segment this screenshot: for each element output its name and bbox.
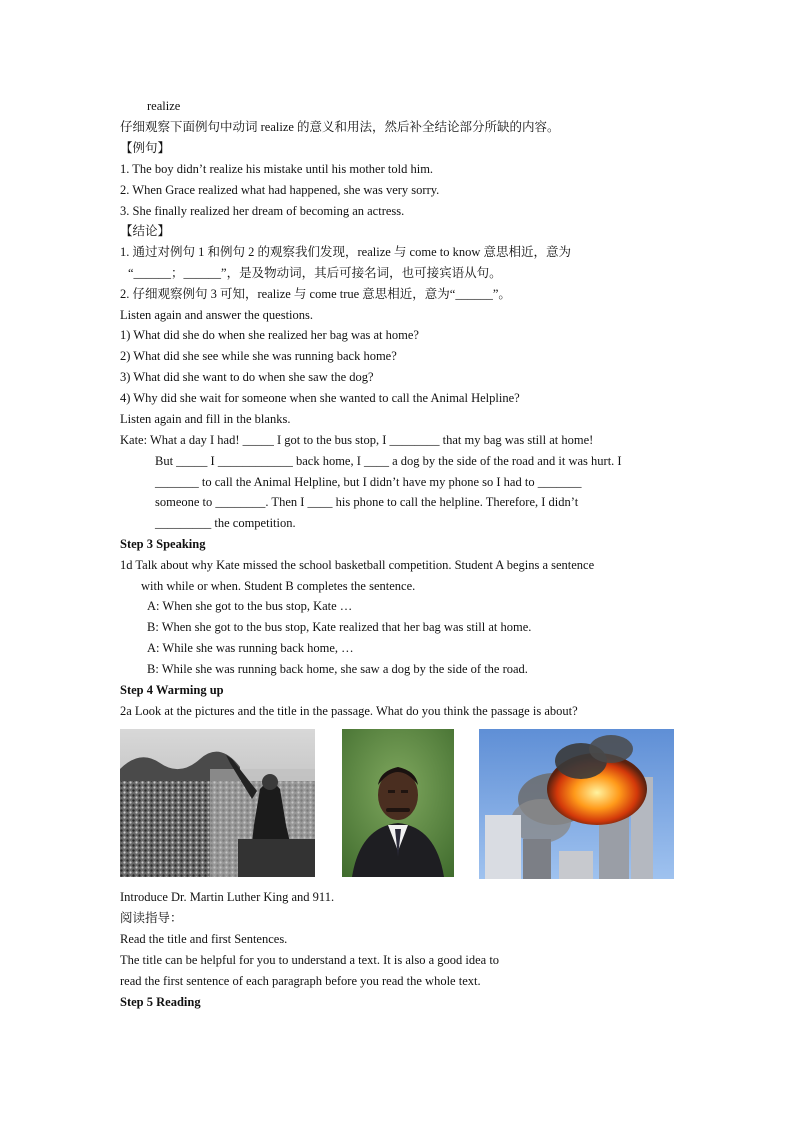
- fill-blank-line-2: But _____ I ____________ back home, I ____ a dog by the side of the road and it was hurt. I: [155, 454, 622, 468]
- question-4: 4) Why did she wait for someone when she wanted to call the Animal Helpline?: [120, 391, 520, 405]
- step-4-heading: Step 4 Warming up: [120, 683, 224, 697]
- listen-instruction-1: Listen again and answer the questions.: [120, 308, 314, 322]
- fill-blank-line-5: _________ the competition.: [155, 516, 296, 530]
- reading-guide-line-3: read the first sentence of each paragraph before you read the whole text.: [120, 974, 481, 988]
- task-2a: 2a Look at the pictures and the title in the passage. What do you think the passage is about?: [120, 704, 578, 718]
- conclusion-1: 1. 通过对例句 1 和例句 2 的观察我们发现，realize 与 come to know 意思相近，意为: [120, 245, 571, 259]
- task-1d: 1d Talk about why Kate missed the school basketball competition. Student A begins a sentence: [120, 558, 595, 572]
- examples-heading: 【例句】: [120, 141, 171, 155]
- question-2: 2) What did she see while she was running back home?: [120, 349, 397, 363]
- conclusion-heading: 【结论】: [120, 224, 171, 238]
- step-5-heading: Step 5 Reading: [120, 995, 201, 1009]
- towers-explosion-photo: [479, 729, 674, 879]
- example-1: 1. The boy didn’t realize his mistake until his mother told him.: [120, 162, 434, 176]
- question-1: 1) What did she do when she realized her bag was at home?: [120, 328, 419, 342]
- example-2: 2. When Grace realized what had happened, she was very sorry.: [120, 183, 440, 197]
- example-3: 3. She finally realized her dream of becoming an actress.: [120, 204, 405, 218]
- reading-guide-heading: 阅读指导：: [120, 911, 183, 925]
- listen-instruction-2: Listen again and fill in the blanks.: [120, 412, 291, 426]
- fill-blank-line-4: someone to ________. Then I ____ his phone to call the helpline. Therefore, I didn’t: [155, 495, 579, 509]
- dialogue-a-2: A: While she was running back home, …: [147, 641, 354, 655]
- question-3: 3) What did she want to do when she saw the dog?: [120, 370, 374, 384]
- conclusion-2: 2. 仔细观察例句 3 可知，realize 与 come true 意思相近，意为“______”。: [120, 287, 511, 301]
- dialogue-b-2: B: While she was running back home, she saw a dog by the side of the road.: [147, 662, 528, 676]
- instruction-text: 仔细观察下面例句中动词 realize 的意义和用法，然后补全结论部分所缺的内容。: [120, 120, 560, 134]
- reading-guide-line-2: The title can be helpful for you to understand a text. It is also a good idea to: [120, 953, 500, 967]
- step-3-heading: Step 3 Speaking: [120, 537, 206, 551]
- task-1d-cont: with while or when. Student B completes the sentence.: [141, 579, 416, 593]
- portrait-photo: [342, 729, 454, 877]
- speech-crowd-photo: [120, 729, 315, 877]
- dialogue-a-1: A: When she got to the bus stop, Kate …: [147, 599, 353, 613]
- fill-blank-line-3: _______ to call the Animal Helpline, but I didn’t have my phone so I had to _______: [155, 475, 582, 489]
- introduce-text: Introduce Dr. Martin Luther King and 911.: [120, 890, 335, 904]
- conclusion-1-cont: “______；______”，是及物动词，其后可接名词，也可接宾语从句。: [128, 266, 502, 280]
- fill-blank-line-1: Kate: What a day I had! _____ I got to the bus stop, I ________ that my bag was still at home!: [120, 433, 594, 447]
- heading-realize: realize: [147, 99, 181, 113]
- dialogue-b-1: B: When she got to the bus stop, Kate realized that her bag was still at home.: [147, 620, 532, 634]
- reading-guide-line-1: Read the title and first Sentences.: [120, 932, 288, 946]
